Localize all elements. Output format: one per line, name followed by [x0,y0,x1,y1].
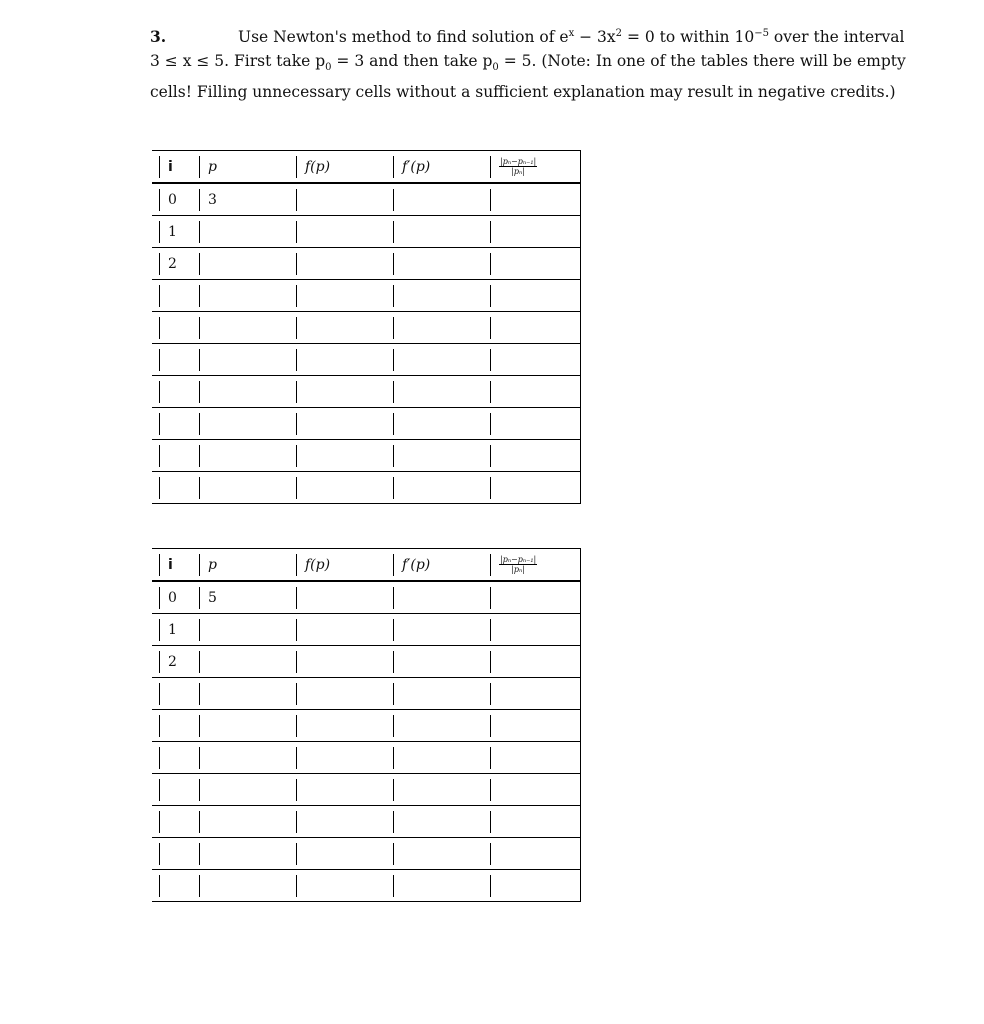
cell-dfp[interactable] [386,248,483,280]
cell-p[interactable] [192,614,289,646]
table-row [152,581,581,614]
cell-p[interactable] [192,870,289,902]
cell-dfp[interactable] [386,774,483,806]
table-row [152,472,581,504]
cell-i[interactable] [152,376,192,408]
cell-dfp[interactable] [386,183,483,216]
table-row [152,742,581,774]
cell-relative-error[interactable] [483,472,581,504]
header-dfp: f′(p) [386,151,483,184]
cell-relative-error[interactable] [483,312,581,344]
header-p: p [192,151,289,184]
table-row [152,376,581,408]
cell-fp[interactable] [289,838,386,870]
cell-dfp[interactable] [386,408,483,440]
cell-p[interactable] [192,248,289,280]
cell-dfp[interactable] [386,581,483,614]
table-header-row [152,549,581,582]
cell-p[interactable] [192,838,289,870]
cell-fp[interactable] [289,408,386,440]
table-row [152,806,581,838]
table-row [152,440,581,472]
table-row [152,248,581,280]
table-p0-3 [152,150,581,504]
cell-relative-error[interactable] [483,806,581,838]
table-row [152,216,581,248]
cell-relative-error[interactable] [483,870,581,902]
cell-relative-error[interactable] [483,646,581,678]
cell-fp[interactable] [289,344,386,376]
table-row [152,344,581,376]
cell-fp[interactable] [289,646,386,678]
cell-dfp[interactable] [386,870,483,902]
cell-dfp[interactable] [386,376,483,408]
cell-relative-error[interactable] [483,408,581,440]
cell-p[interactable] [192,408,289,440]
problem-line2: 3 ≤ x ≤ 5. First take $p_0 = 3$ and then take $p_0 = 5$. (Note: In one of the tables there will be empty [150,52,906,74]
cell-fp[interactable] [289,472,386,504]
cell-dfp[interactable] [386,742,483,774]
cell-relative-error[interactable] [483,183,581,216]
problem-number: 3. [150,27,167,47]
cell-relative-error[interactable] [483,678,581,710]
table-row [152,646,581,678]
cell-dfp[interactable] [386,806,483,838]
cell-p[interactable] [192,280,289,312]
cell-p[interactable] [192,742,289,774]
cell-i[interactable] [152,806,192,838]
cell-i[interactable]: 0 [152,581,192,614]
cell-relative-error[interactable] [483,280,581,312]
table-header-row [152,151,581,184]
cell-relative-error[interactable] [483,440,581,472]
cell-relative-error[interactable] [483,614,581,646]
cell-dfp[interactable] [386,216,483,248]
cell-dfp[interactable] [386,280,483,312]
table-p0-5 [152,548,581,902]
cell-p[interactable] [192,646,289,678]
cell-i[interactable] [152,472,192,504]
table-row [152,183,581,216]
cell-i[interactable] [152,838,192,870]
table-row [152,870,581,902]
table-row [152,280,581,312]
cell-p[interactable] [192,344,289,376]
cell-p[interactable] [192,216,289,248]
header-i: i [152,549,192,582]
cell-dfp[interactable] [386,312,483,344]
cell-i[interactable]: 0 [152,183,192,216]
header-p: p [192,549,289,582]
cell-p[interactable] [192,774,289,806]
cell-i[interactable] [152,678,192,710]
table-row [152,312,581,344]
cell-dfp[interactable] [386,344,483,376]
cell-fp[interactable] [289,742,386,774]
cell-p[interactable] [192,376,289,408]
cell-fp[interactable] [289,376,386,408]
cell-i[interactable] [152,312,192,344]
header-relative-error: $\frac{\text{|pₙ−pₙ₋₁|}}{\text{|pₙ|}}$ [483,549,581,582]
cell-fp[interactable] [289,581,386,614]
cell-p[interactable] [192,806,289,838]
cell-fp[interactable] [289,806,386,838]
cell-i[interactable] [152,280,192,312]
cell-fp[interactable] [289,183,386,216]
cell-relative-error[interactable] [483,376,581,408]
header-fp: f(p) [289,549,386,582]
cell-i[interactable] [152,774,192,806]
cell-p[interactable] [192,312,289,344]
cell-fp[interactable] [289,710,386,742]
cell-fp[interactable] [289,216,386,248]
problem-statement [150,22,920,104]
cell-i[interactable]: 2 [152,646,192,678]
table-row [152,710,581,742]
cell-dfp[interactable] [386,472,483,504]
header-dfp: f′(p) [386,549,483,582]
cell-i[interactable] [152,344,192,376]
cell-i[interactable]: 2 [152,248,192,280]
cell-dfp[interactable] [386,710,483,742]
cell-fp[interactable] [289,312,386,344]
header-i: i [152,151,192,184]
cell-p[interactable] [192,440,289,472]
header-fp: f(p) [289,151,386,184]
cell-i[interactable]: 1 [152,216,192,248]
cell-fp[interactable] [289,280,386,312]
cell-fp[interactable] [289,678,386,710]
cell-fp[interactable] [289,248,386,280]
cell-p[interactable] [192,472,289,504]
cell-i[interactable] [152,408,192,440]
cell-i[interactable] [152,710,192,742]
table-row [152,614,581,646]
cell-fp[interactable] [289,614,386,646]
cell-p[interactable] [192,678,289,710]
cell-relative-error[interactable] [483,838,581,870]
cell-i[interactable] [152,870,192,902]
cell-i[interactable] [152,440,192,472]
cell-relative-error[interactable] [483,710,581,742]
cell-relative-error[interactable] [483,344,581,376]
problem-line3: cells! Filling unnecessary cells without a sufficient explanation may result in negative credits.) [150,83,896,102]
cell-dfp[interactable] [386,646,483,678]
cell-relative-error[interactable] [483,742,581,774]
cell-i[interactable]: 1 [152,614,192,646]
cell-dfp[interactable] [386,614,483,646]
cell-dfp[interactable] [386,678,483,710]
header-relative-error: $\frac{\text{|pₙ−pₙ₋₁|}}{\text{|pₙ|}}$ [483,151,581,184]
cell-dfp[interactable] [386,838,483,870]
cell-relative-error[interactable] [483,216,581,248]
cell-dfp[interactable] [386,440,483,472]
cell-fp[interactable] [289,870,386,902]
cell-relative-error[interactable] [483,248,581,280]
cell-relative-error[interactable] [483,581,581,614]
table-row [152,678,581,710]
table-row [152,838,581,870]
cell-i[interactable] [152,742,192,774]
cell-p[interactable] [192,710,289,742]
cell-fp[interactable] [289,774,386,806]
cell-p[interactable]: 3 [192,183,289,216]
table-row [152,408,581,440]
cell-p[interactable]: 5 [192,581,289,614]
table-row [152,774,581,806]
cell-fp[interactable] [289,440,386,472]
problem-line1: Use Newton's method to find solution of $e^x - 3x^2 = 0$ to within $10^{-5}$ over the interval [238,28,905,47]
cell-relative-error[interactable] [483,774,581,806]
